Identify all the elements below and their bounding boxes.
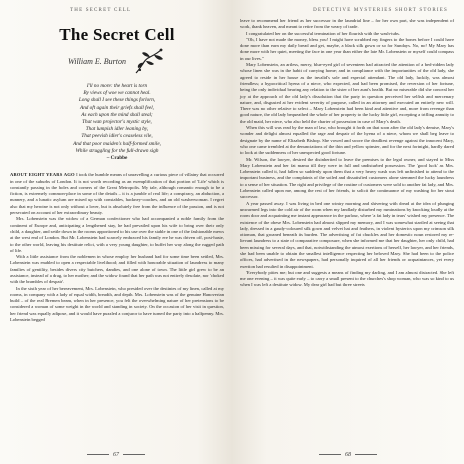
running-head-right: DETECTIVE MYSTERIES SHORT STORIES bbox=[313, 8, 448, 13]
paragraph: 'Everybody pities me; but one and suggests a means of finding my darling, and I am almost distracted. She left me one evening – it was quite early – to carry a small present to the churches's shop woman, who was so kind to us when I was left a destitute widow. My dear girl had but three streets bbox=[240, 269, 454, 288]
author-name: William E. Burton bbox=[68, 56, 126, 66]
paragraph: "Oh, I have not made the money, bless you! I might have scrubbed my fingers to the bones before I could have done more than earn my daily bread and get, maybe, a black silk gown or so for Sundays. No, no! My Mary has done more with her quiet, meeting the face in one year than either the late Mr. Lobenstein or myself could compass in our lives." bbox=[240, 36, 454, 61]
epigraph-line: As each upon the mind shall steal; bbox=[81, 111, 153, 118]
epigraph-line: That peevish idler's ceaseless vile, bbox=[81, 133, 153, 140]
paragraph: Mary Lobenstein, an artless, merry, blue-eyed girl of seventeen had attracted the attention of a bed-ridden lady whose linen she was in the habit of carrying home; and in compliance with the importunities of the old lady, she agreed to reside in her house as the invalid's sole and especial attendant. The old lady, luckily, was almost friendless; a hypocritical hyena of a niece, who expected, and had been promised, the reversion of her fortune, being the only individual bearing any relation to the sister of her aunt's health. But no miserable did she conceal her joy at the approach of the old lady's dissolution that the party in question perceived her selfish and mercenary nature, and, disgusted at her evident severity of purpose, called in an attorney and executed an entirely new will. There was no other relative to select – Mary Lobenstein had been kind and attentive and, more from revenge than good nature, the old lady bequeathed the whole of her property to the lucky little girl, excepting a trifling annuity to the old maid, her niece, who also held the charter of possession in case of Mary's death. bbox=[240, 62, 454, 124]
paragraph: With a little assistance from the noblemen in whose employ her husband had for some time been settled, Mrs. Lobenstein was enabled to open a respectable livelihood; and filled with honorable situation of laundress to many families of gentility, besides divers city butchers, dandies, and one alone of town. The little girl grew to be an assistance, instead of a drag, to her mother; and the widow found that her path was not entirely desolate, nor 'choked with the brambles of despair'. bbox=[10, 254, 224, 285]
folio-rule bbox=[87, 454, 109, 455]
floral-ornament-icon bbox=[134, 47, 166, 75]
epigraph-attribution: – Crabbe bbox=[106, 155, 128, 162]
paragraph: Mrs. Lobenstein was the widow of a German confectioner who had accompanied a noble family from the continent of Europe and, anticipating a lengthened stay, he had prevailed upon his wife to bring over their only child, a daughter, and settle down in the rooms apportioned to his use over the stable in one of the fashionable mews at the west end of London. But Mr. Lobenstein had scarcely embraced his family ere he was driven off, post-haste, to the other world, leaving his destitute relict, with a very young daughter, to buffet her way along the rugged path of life. bbox=[10, 216, 224, 253]
epigraph-line: Long shall I see these things forlorn, bbox=[78, 97, 156, 104]
epigraph-line: That lumpish idler leaning by, bbox=[85, 126, 149, 133]
epigraph-line: That wan projector's mystic style, bbox=[82, 119, 152, 126]
paragraph: A year passed away. I was living in bed one wintry morning and shivering with dread at the idea of plunging unwarmed legs into the cold air of the room when my landlady disturbed my ruminations by knocking loudly at the room door and acquainting me instant appearance in the parlour, where 'a fat lady in tears' wished my presence. The existence of the obese Mrs. Lobenstein had almost slipped my memory, and I was somewhat startled at seeing that lady, dressed in a gaudy-coloured silk gown and velvet hat and feathers, in violent hysterics upon my crimson silk ottoman, that groaned beneath its burden. The advertising of fat chuckles and her domestic noun restored my re-lievant laundress to a state of comparative composure, when she informed me that her daughter, her only child, had been missing for several days, and that, notwithstanding the utmost exertions of herself, her lawyer, and her friends, she had been unable to obtain the smallest intelligence respecting her beloved Mary. She had been to the police offices, had advertised in the newspapers, had personally inquired of all her friends or acquaintances, yet every exertion had resulted in disappointment. bbox=[240, 200, 454, 269]
page-number-left: 67 bbox=[0, 452, 232, 458]
paragraph: When this will was read by the man of law, who brought it forth on that soon after the old lady's demise, Mary's wonder and delight almost equalled the rage and despair of the hyena of a niece, whom we shall beg leave to designate by the name of Elizabeth Bishop. She vowed and swore the deadliest revenge against the innocent Mary, who one came trembled at the denunciations of the thin and yellow spinster, and for the next fortnight, hardly dared to look at the suddenness of her unexpected good fortune. bbox=[240, 125, 454, 156]
title-block bbox=[10, 25, 224, 75]
page-number-right: 68 bbox=[232, 452, 464, 458]
folio-rule bbox=[123, 454, 145, 455]
paragraph: Mr. Wilson, the lawyer, desired the disinherited to leave the premises to the legal owner, and stayed to Miss Mary Lobenstein and her fat mama till they were in full and undisturbed possession. The 'good luck' as Mrs. Lobenstein called it, had fallen so suddenly upon them that a very heavy wash was left unfinished to attend to the important business, and the complaints of the soiled and dissatisfied customers alone stemmed the lucky laundress to a sense of her situation. The right and privilege of the routine of customers were sold to another fat lady, and Mrs. Lobenstein called upon me, among the rest of her friends, to solicit the continuance of my washing for her stout successor. bbox=[240, 156, 454, 200]
chapter-title: The Secret Cell bbox=[59, 25, 175, 44]
paragraph: In the sixth year of her bereavement, Mrs. Lobenstein, who presided over the destinies of my linen, called at my rooms, in company with a lady of equal width, breadth, and depth. Mrs. Lobenstein was of the genuine Hanoverian build – of the real Bremen beam, when in her presence, you felt the overwhelming nature of her pretensions to be considered a woman of some weight in the world and standing in society. On the occasion of her visit in question, her friend was equally adipose, and it would have puzzled a conjuror to have turned the party into a halfpenny. Mrs. Lobenstein begged bbox=[10, 285, 224, 323]
epigraph-line: By views of woe we cannot heal. bbox=[83, 90, 151, 97]
paragraph: I congratulated her on the successful termination of her flourish with the wash-tubs. bbox=[246, 30, 400, 36]
paragraph: ABOUT EIGHT YEARS AGO I took the humble means of unravelling a curious piece of villainy that occurred in one of the suburbs of London. It is not worth recording as an exemplification of that portion of 'Life' which is constantly passing in the holes and corners of the Great Metropolis. My tale, although romantic enough to be a fiction, is extremely common-place in some of the details – it is a jumble of real life; a conspiracy, an abduction, a nunnery, and a lunatic asylum are mixed up with constables, hackney-coaches, and an old washerwoman. I regret also that my heroine is not only without a lover, but is absolutely free from the influence of the passion, and is not persecuted on account of her extraordinary beauty. bbox=[10, 172, 224, 216]
right-body-text bbox=[240, 18, 454, 289]
folio-rule bbox=[355, 454, 377, 455]
epigraph-line: I'll no more: the heart is torn bbox=[86, 83, 148, 89]
author-row bbox=[10, 47, 224, 75]
lead-in: ABOUT EIGHT YEARS AGO bbox=[10, 172, 75, 178]
epigraph bbox=[10, 83, 224, 162]
paragraph: leave to recommend her friend as her successor in the laundrial line – for her own part, she was independent of work, thank heaven, and meant to retire from the weary of trade. bbox=[240, 18, 454, 30]
epigraph-line: And that poor maiden's half-formed smile, bbox=[73, 140, 161, 147]
right-page bbox=[232, 0, 464, 464]
left-body-text bbox=[10, 172, 224, 323]
epigraph-line: And oft again their griefs shall feel, bbox=[80, 104, 154, 111]
epigraph-line: While struggling for the full-drawn sigh bbox=[75, 147, 159, 154]
folio-rule bbox=[319, 454, 341, 455]
running-head-left: THE SECRET CELL bbox=[70, 8, 132, 13]
